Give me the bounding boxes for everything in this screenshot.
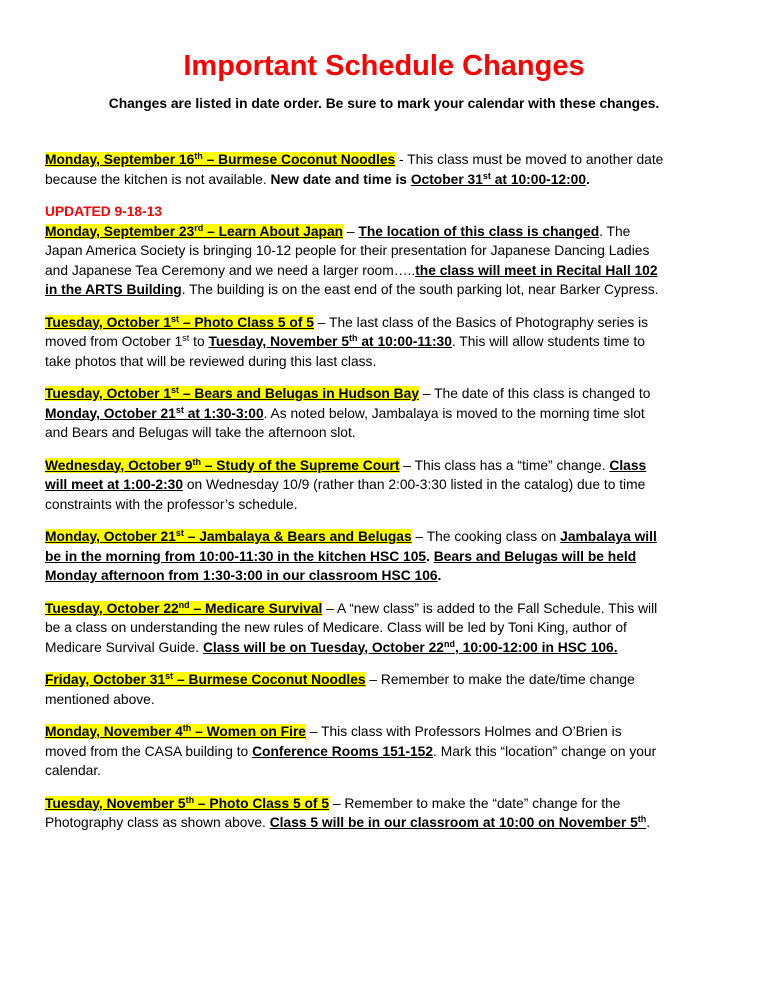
entry-line: take photos that will be reviewed during this last class. <box>45 353 377 369</box>
schedule-entry-oct22 <box>45 599 735 658</box>
entry-line: Monday, September 23rd – Learn About Japan – The location of this class is changed. The <box>45 222 631 239</box>
entry-heading: Tuesday, October 1st – Bears and Belugas in Hudson Bay <box>45 385 419 401</box>
entry-heading: Tuesday, November 5th – Photo Class 5 of 5 <box>45 794 330 811</box>
entry-line: calendar. <box>45 763 101 778</box>
schedule-changes-list <box>45 150 735 846</box>
entry-line: Wednesday, October 9th – Study of the Supreme Court – This class has a “time” change. Class <box>45 456 647 473</box>
entry-heading: Tuesday, October 1st – Photo Class 5 of 5 <box>45 313 314 330</box>
entry-line: will meet at 1:00-2:30 on Wednesday 10/9 (rather than 2:00-3:30 listed in the catalog) due to time <box>45 477 646 492</box>
schedule-entry-oct1-photo <box>45 313 735 372</box>
entry-line: and Bears and Belugas will take the afternoon slot. <box>45 425 356 440</box>
entry-line: moved from the CASA building to Conference Rooms 151-152. Mark this “location” change on your <box>45 743 657 759</box>
schedule-entry-oct21 <box>45 527 735 586</box>
entry-line: moved from October 1st to Tuesday, November 5th at 10:00-11:30. This will allow students time to <box>45 333 645 349</box>
schedule-entry-oct9 <box>45 456 735 515</box>
entry-line: because the kitchen is not available. New date and time is October 31st at 10:00-12:00. <box>45 170 590 187</box>
entry-line: Monday, November 4th – Women on Fire – This class with Professors Holmes and O’Brien is <box>45 723 622 739</box>
entry-line: Monday, October 21st – Jambalaya & Bears and Belugas – The cooking class on Jambalaya will <box>45 528 657 544</box>
schedule-entry-oct1-bears <box>45 384 735 443</box>
entry-line: and Japanese Tea Ceremony and we need a larger room…..the class will meet in Recital Hall 102 <box>45 262 658 278</box>
schedule-entry-nov4 <box>45 722 735 781</box>
entry-heading: Monday, September 16th – Burmese Coconut Noodles <box>45 151 396 167</box>
entry-heading: Monday, September 23rd – Learn About Japan <box>45 222 344 239</box>
page-subtitle: Changes are listed in date order. Be sure to mark your calendar with these changes. <box>108 96 660 111</box>
entry-line: be in the morning from 10:00-11:30 in the kitchen HSC 105. Bears and Belugas will be held <box>45 548 637 564</box>
entry-line: Tuesday, October 22nd – Medicare Survival – A “new class” is added to the Fall Schedule. This will <box>45 599 658 616</box>
schedule-entry-sep16 <box>45 150 735 189</box>
entry-line: Monday afternoon from 1:30-3:00 in our classroom HSC 106. <box>45 568 442 583</box>
entry-line: mentioned above. <box>45 691 155 707</box>
entry-line: Tuesday, November 5th – Photo Class 5 of 5 – Remember to make the “date” change for the <box>45 794 621 811</box>
entry-line: Friday, October 31st – Burmese Coconut Noodles – Remember to make the date/time change <box>45 671 635 687</box>
entry-line: Tuesday, October 1st – Bears and Belugas in Hudson Bay – The date of this class is changed to <box>45 385 651 401</box>
entry-heading: Wednesday, October 9th – Study of the Supreme Court <box>45 456 400 473</box>
entry-line: constraints with the professor’s schedule. <box>45 496 298 512</box>
entry-line: in the ARTS Building. The building is on the east end of the south parking lot, near Barker Cypress. <box>45 282 659 297</box>
entry-line: be a class on understanding the new rules of Medicare. Class will be led by Toni King, author of <box>45 620 627 635</box>
entry-heading: Monday, October 21st – Jambalaya & Bears and Belugas <box>45 528 412 544</box>
entry-line: Japan America Society is bringing 10-12 people for their presentation for Japanese Dancing Ladies <box>45 243 650 258</box>
entry-heading: Friday, October 31st – Burmese Coconut Noodles <box>45 671 366 687</box>
entry-heading: Monday, November 4th – Women on Fire <box>45 723 306 739</box>
entry-line: Monday, September 16th – Burmese Coconut Noodles - This class must be moved to another date <box>45 151 664 167</box>
page-title: Important Schedule Changes <box>183 50 585 82</box>
schedule-entry-sep23 <box>45 202 735 300</box>
entry-line: Monday, October 21st at 1:30-3:00. As noted below, Jambalaya is moved to the morning time slot <box>45 404 645 421</box>
entry-heading: Tuesday, October 22nd – Medicare Survival <box>45 599 323 616</box>
schedule-entry-oct31 <box>45 670 735 709</box>
entry-line: Photography class as shown above. Class 5 will be in our classroom at 10:00 on November 5th. <box>45 814 651 830</box>
updated-label: UPDATED 9-18-13 <box>45 204 163 219</box>
entry-line: Tuesday, October 1st – Photo Class 5 of 5 – The last class of the Basics of Photography series is <box>45 313 649 330</box>
entry-line: Medicare Survival Guide. Class will be on Tuesday, October 22nd, 10:00-12:00 in HSC 106. <box>45 638 618 655</box>
schedule-entry-nov5 <box>45 794 735 833</box>
